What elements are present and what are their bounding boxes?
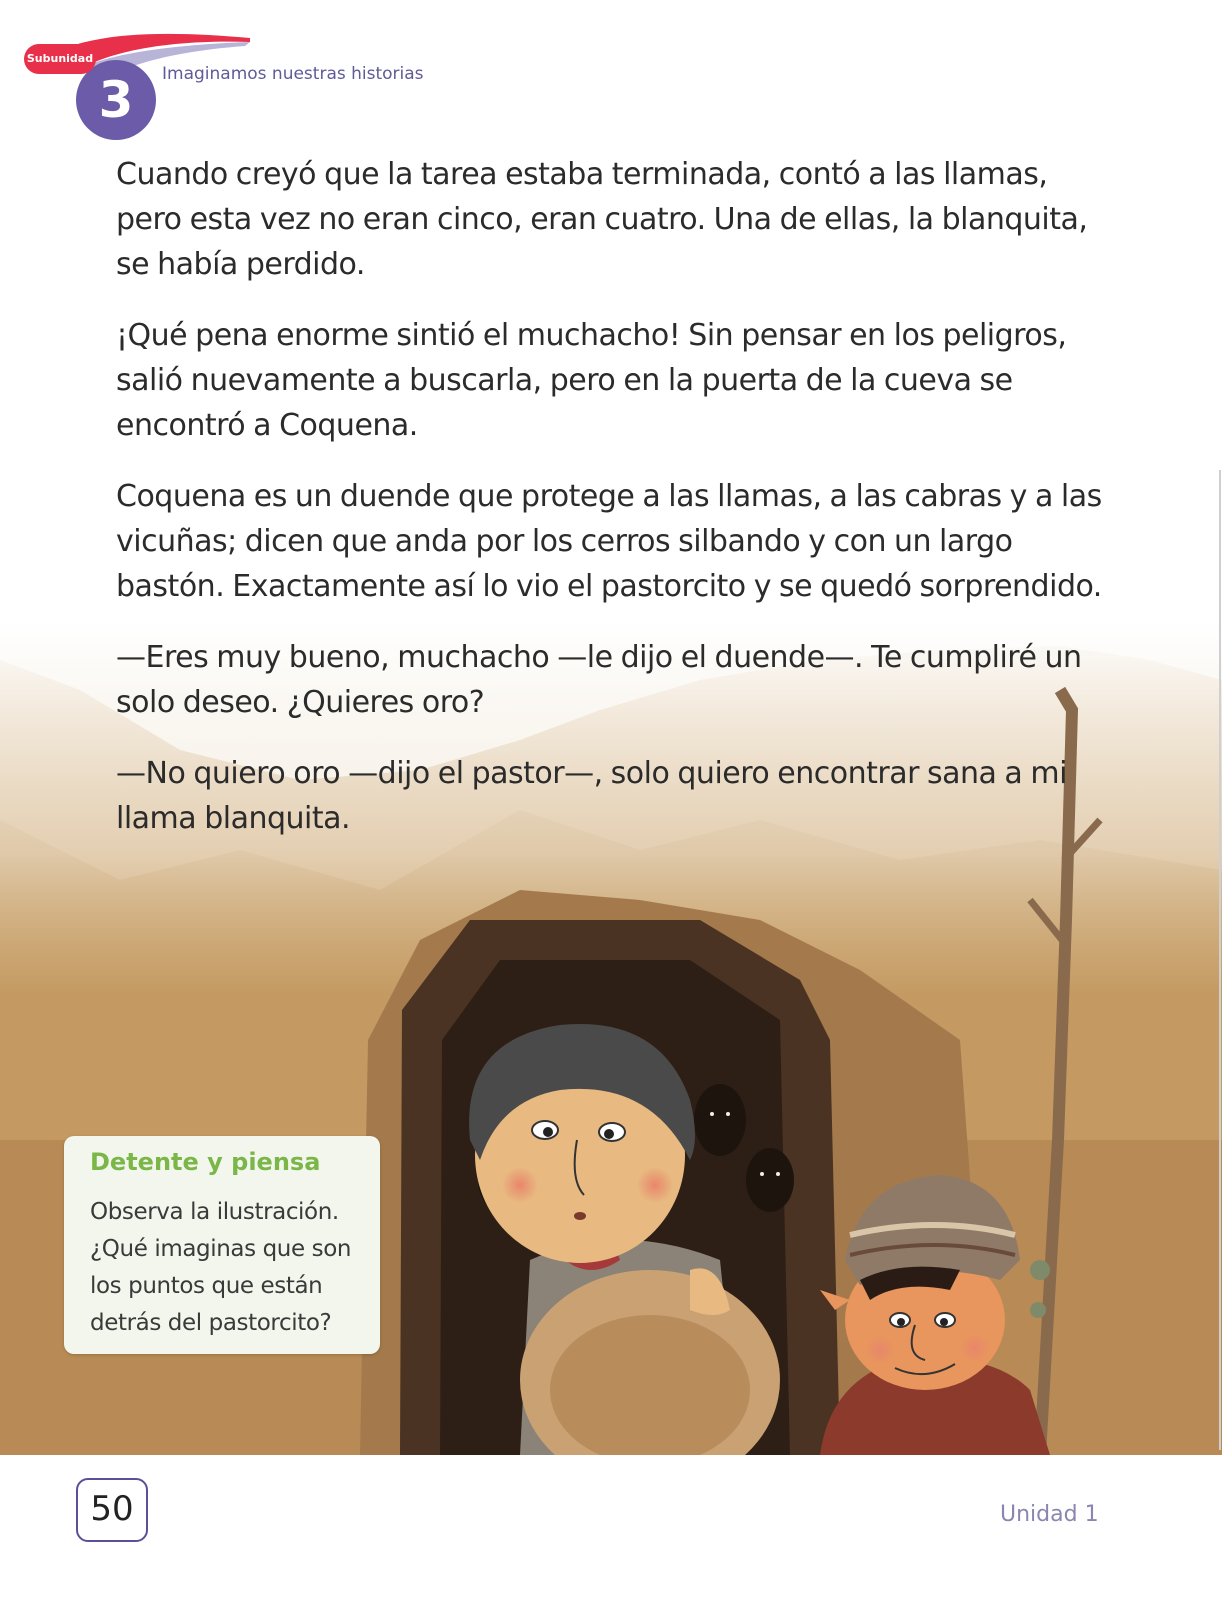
story-paragraph-4: —Eres muy bueno, muchacho —le dijo el duende—. Te cumpliré un solo deseo. ¿Quieres oro? <box>116 640 1082 720</box>
page-number: 50 <box>76 1478 148 1542</box>
subunit-label: Subunidad <box>24 44 96 74</box>
story-paragraph-5: —No quiero oro —dijo el pastor—, solo quiero encontrar sana a mi llama blanquita. <box>116 756 1067 836</box>
story-paragraph-1: Cuando creyó que la tarea estaba terminada, contó a las llamas, pero esta vez no eran cinco, eran cuatro. Una de ellas, la blanquita, se había perdido. <box>116 157 1088 282</box>
subunit-number-badge: 3 <box>76 60 156 140</box>
detente-y-piensa-box <box>64 1136 380 1354</box>
callout-body: Observa la ilustración. ¿Qué imaginas que son los puntos que están detrás del pastorcito? <box>90 1199 352 1336</box>
story-paragraph-2: ¡Qué pena enorme sintió el muchacho! Sin pensar en los peligros, salió nuevamente a buscarla, pero en la puerta de la cueva se encontró a Coquena. <box>116 318 1067 443</box>
unit-label: Unidad 1 <box>1000 1502 1099 1527</box>
right-edge-line <box>1219 470 1221 1450</box>
story-text <box>116 152 1116 867</box>
subunit-title: Imaginamos nuestras historias <box>162 64 424 84</box>
callout-title: Detente y piensa <box>90 1148 321 1176</box>
story-paragraph-3: Coquena es un duende que protege a las llamas, a las cabras y a las vicuñas; dicen que anda por los cerros silbando y con un largo bastón. Exactamente así lo vio el pastorcito y se quedó sorprendido. <box>116 479 1102 604</box>
